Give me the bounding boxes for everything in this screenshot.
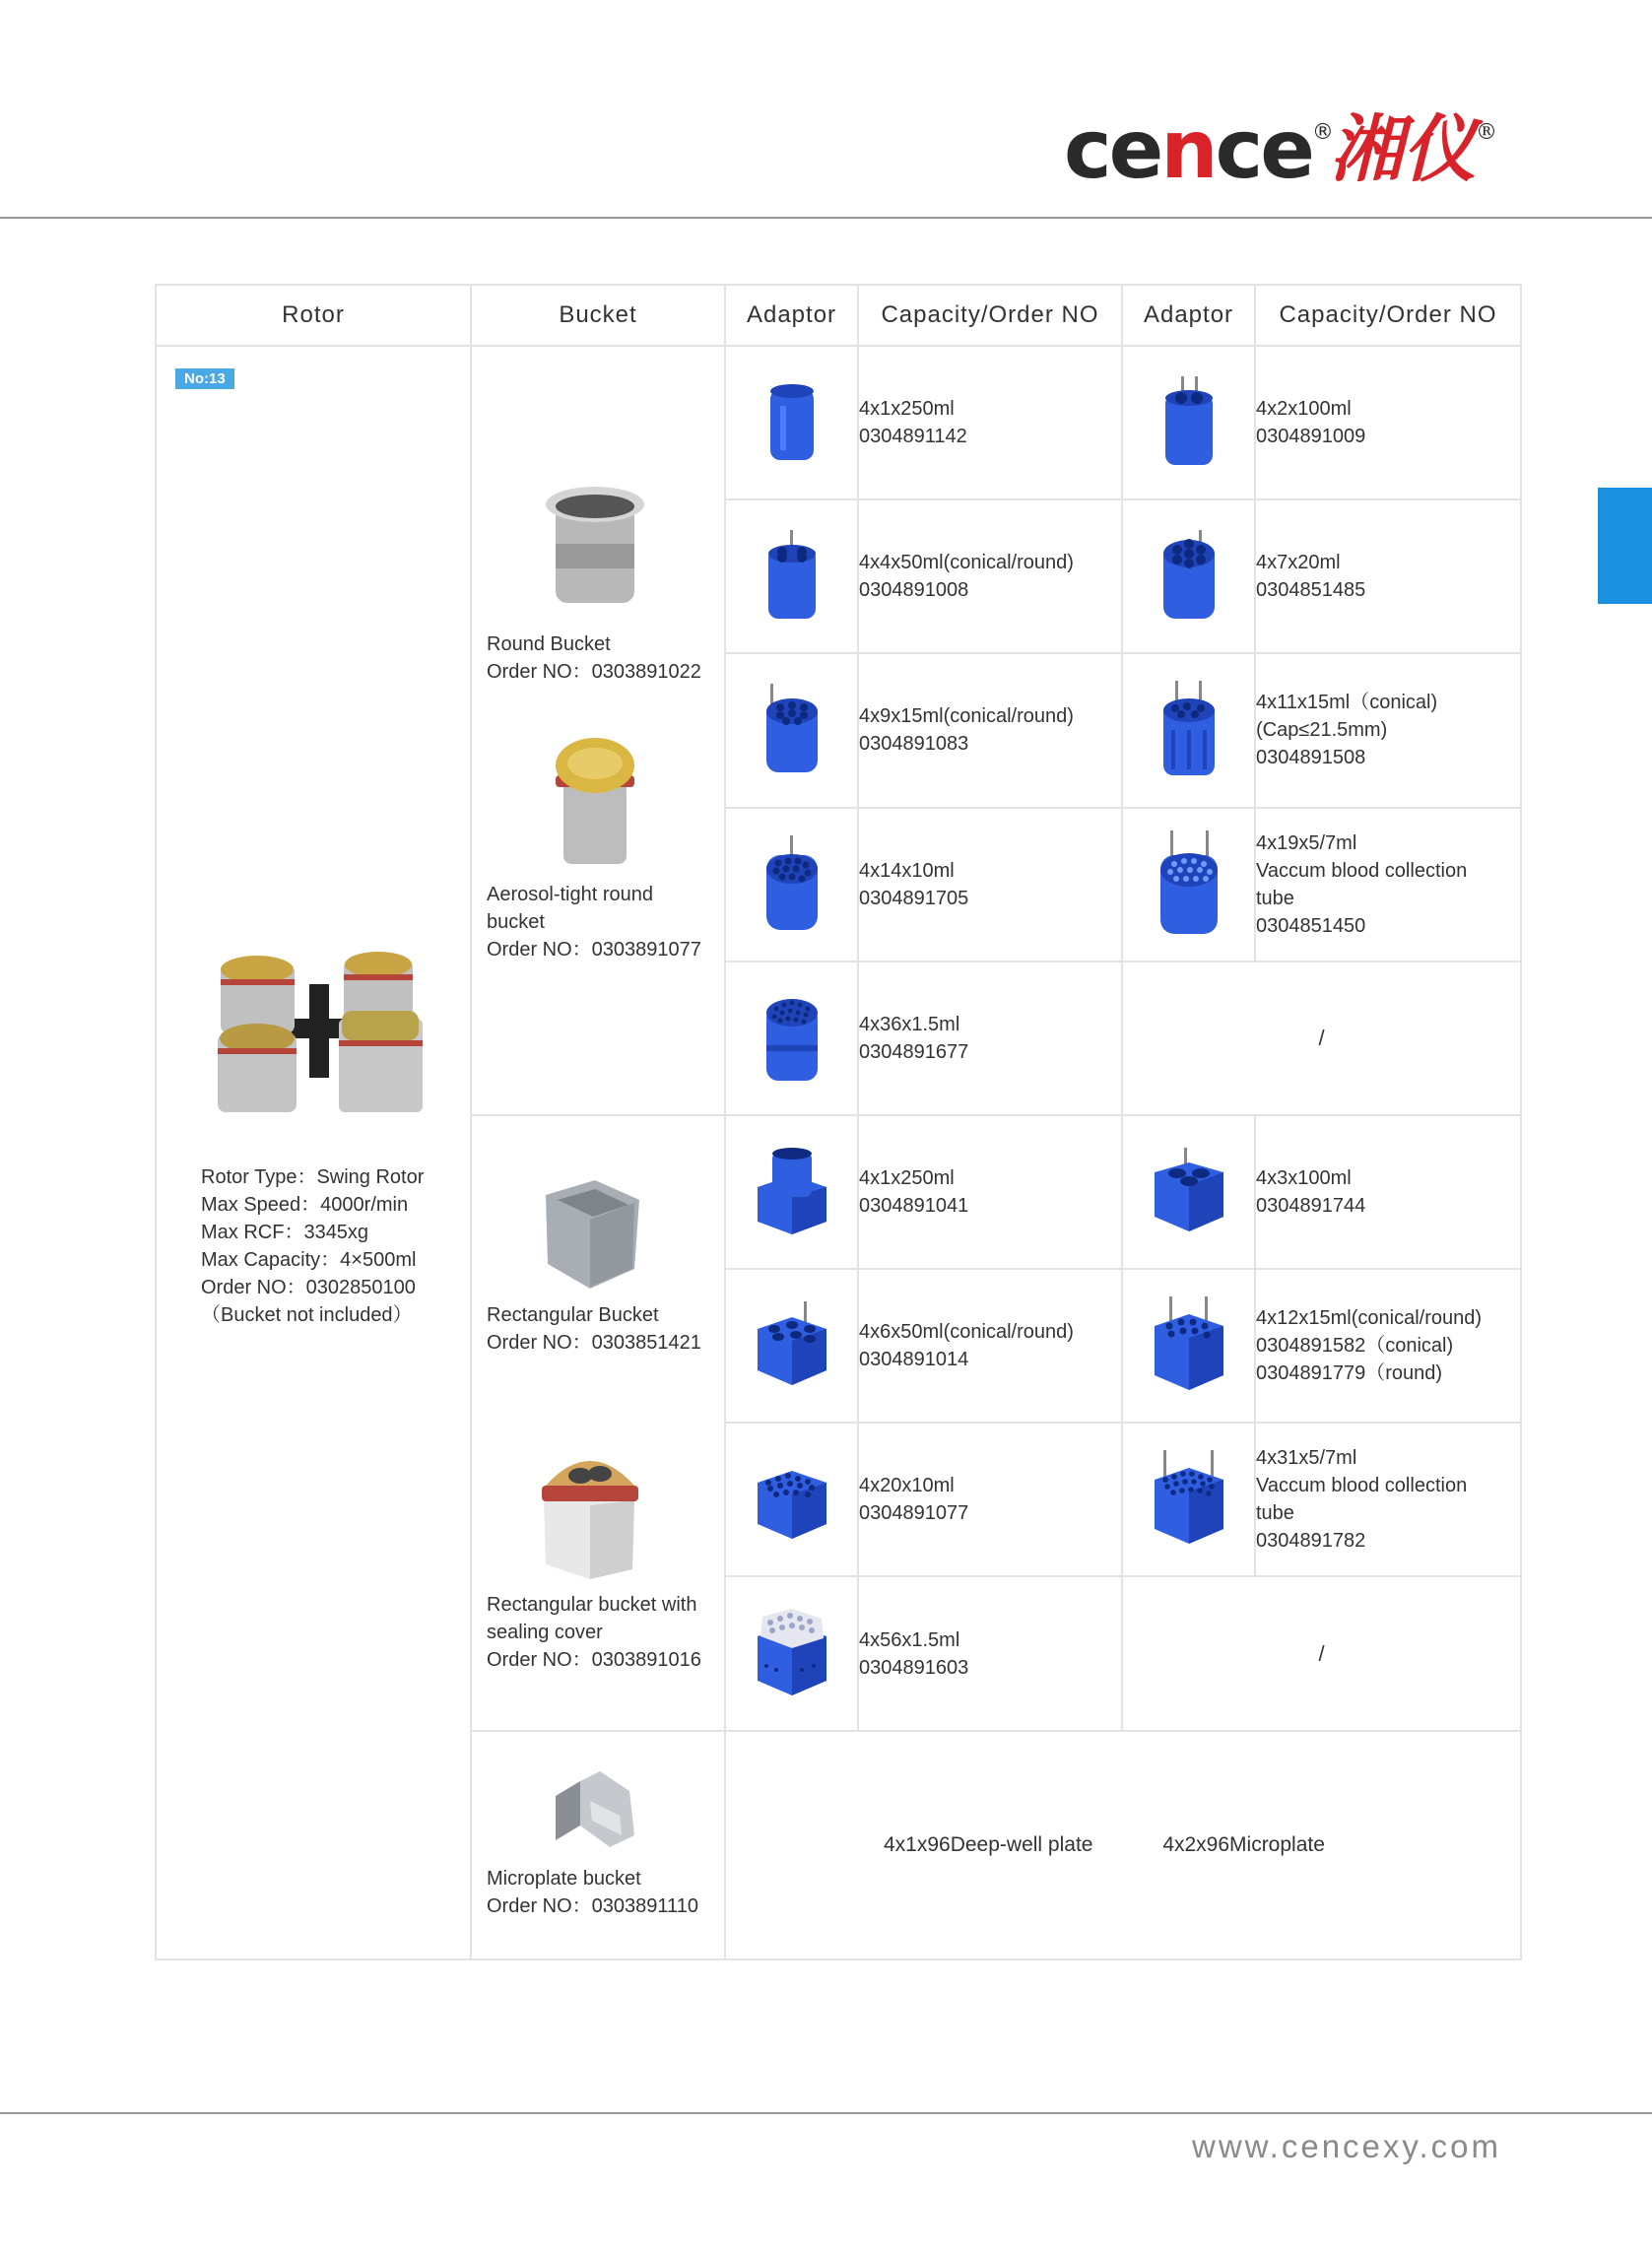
rotor-order-no: Order NO：0302850100 (201, 1277, 416, 1299)
empty-adaptor-cell: / (1122, 962, 1521, 1115)
microplate-capacity: 4x2x96Microplate (1162, 1832, 1325, 1856)
brand-logo-latin: cence® (1064, 103, 1331, 197)
adaptor-14x10-image (760, 835, 824, 934)
adaptor-rect-6x50-image (753, 1301, 831, 1390)
adaptor-rect-56x1.5-image (753, 1607, 831, 1700)
capacity-cell: 4x12x15ml(conical/round) 0304891582（conical) 0304891779（round) (1255, 1269, 1521, 1423)
capacity-cell: 4x36x1.5ml 0304891677 (858, 962, 1122, 1115)
rotor-max-speed: Max Speed：4000r/min (201, 1194, 409, 1217)
adaptor-cell (725, 1576, 858, 1730)
capacity-cell: 4x1x250ml 0304891041 (858, 1115, 1122, 1269)
rotor-max-rcf: Max RCF：3345xg (201, 1222, 369, 1244)
header-adaptor-a: Adaptor (725, 285, 858, 346)
microplate-bucket-image (551, 1766, 639, 1850)
website-url[interactable]: www.cencexy.com (1192, 2128, 1501, 2164)
rotor-cell (156, 346, 471, 1959)
adaptor-rect-3x100-image (1150, 1148, 1228, 1236)
model-badge: No:13 (175, 368, 234, 389)
swing-rotor-image (216, 950, 423, 1117)
adaptor-cell (1122, 499, 1255, 653)
adaptor-cell (725, 346, 858, 499)
rectangular-bucket-label: Rectangular Bucket Order NO：0303851421 (487, 1303, 701, 1354)
brand-logo-chinese: 湘仪® (1330, 107, 1497, 192)
capacity-cell: 4x14x10ml 0304891705 (858, 808, 1122, 962)
adaptor-2x100-image (1159, 376, 1219, 470)
header-divider (0, 217, 1652, 219)
adaptor-cell (725, 1269, 858, 1423)
capacity-cell: 4x56x1.5ml 0304891603 (858, 1576, 1122, 1730)
adaptor-cell (1122, 346, 1255, 499)
aerosol-tight-bucket-label: Aerosol-tight round bucket Order NO：0303891077 (487, 884, 701, 962)
rotor-spec-table (155, 284, 1522, 1960)
adaptor-rect-1x250-image (753, 1148, 831, 1236)
header-capacity-b: Capacity/Order NO (1255, 285, 1521, 346)
capacity-cell: 4x2x100ml 0304891009 (1255, 346, 1521, 499)
capacity-cell: 4x11x15ml（conical) (Cap≤21.5mm) 0304891508 (1255, 653, 1521, 807)
adaptor-cell (725, 1115, 858, 1269)
table-header-row (156, 285, 1521, 346)
capacity-cell: 4x31x5/7ml Vaccum blood collection tube 0304891782 (1255, 1423, 1521, 1576)
rotor-specs (201, 1163, 424, 1329)
capacity-cell: 4x3x100ml 0304891744 (1255, 1115, 1521, 1269)
adaptor-rect-31x5-image (1150, 1450, 1228, 1549)
rotor-note: （Bucket not included） (201, 1304, 413, 1327)
adaptor-cell (1122, 1115, 1255, 1269)
adaptor-cell (725, 653, 858, 807)
rectangular-bucket-image (536, 1175, 649, 1293)
capacity-cell: 4x1x250ml 0304891142 (858, 346, 1122, 499)
adaptor-cell (725, 962, 858, 1115)
adaptor-rect-12x15-image (1150, 1296, 1228, 1395)
capacity-cell: 4x9x15ml(conical/round) 0304891083 (858, 653, 1122, 807)
round-bucket-image (541, 485, 649, 618)
adaptor-36x1.5-image (760, 991, 824, 1085)
adaptor-4x50-image (762, 530, 822, 624)
adaptor-9x15-image (760, 684, 824, 777)
adaptor-11x15-image (1157, 681, 1221, 779)
adaptor-cell (1122, 1269, 1255, 1423)
microplate-capacity-cell (725, 1731, 1521, 1959)
capacity-cell: 4x4x50ml(conical/round) 0304891008 (858, 499, 1122, 653)
sealed-rectangular-bucket-label: Rectangular bucket with sealing cover Order NO：0303891016 (487, 1593, 701, 1671)
adaptor-cell (1122, 653, 1255, 807)
adaptor-cell (725, 499, 858, 653)
capacity-cell: 4x19x5/7ml Vaccum blood collection tube 0304851450 (1255, 808, 1521, 962)
empty-adaptor-cell: / (1122, 1576, 1521, 1730)
capacity-cell: 4x20x10ml 0304891077 (858, 1423, 1122, 1576)
microplate-bucket-cell (471, 1731, 725, 1959)
adaptor-cell (1122, 1423, 1255, 1576)
adaptor-cell (1122, 808, 1255, 962)
footer-divider (0, 2112, 1652, 2114)
adaptor-rect-20x10-image (753, 1455, 831, 1544)
section-tab (1598, 488, 1652, 604)
rotor-type: Rotor Type：Swing Rotor (201, 1166, 425, 1189)
header-capacity-a: Capacity/Order NO (858, 285, 1122, 346)
header-bucket: Bucket (471, 285, 725, 346)
adaptor-19x5-image (1155, 830, 1223, 939)
adaptor-cell (725, 1423, 858, 1576)
capacity-cell: 4x6x50ml(conical/round) 0304891014 (858, 1269, 1122, 1423)
deep-well-plate-capacity: 4x1x96Deep-well plate (884, 1832, 1093, 1856)
adaptor-7x20-image (1157, 530, 1221, 624)
microplate-bucket-label: Microplate bucket Order NO：0303891110 (487, 1867, 698, 1917)
round-bucket-cell (471, 346, 725, 1115)
rectangular-bucket-cell (471, 1115, 725, 1731)
header-rotor: Rotor (156, 285, 471, 346)
adaptor-1x250-image (762, 381, 822, 465)
brand-logo (1064, 103, 1517, 197)
round-bucket-label: Round Bucket Order NO：0303891022 (487, 633, 701, 684)
sealed-rectangular-bucket-image (536, 1446, 644, 1579)
capacity-cell: 4x7x20ml 0304851485 (1255, 499, 1521, 653)
header-adaptor-b: Adaptor (1122, 285, 1255, 346)
aerosol-tight-bucket-image (546, 736, 644, 869)
adaptor-cell (725, 808, 858, 962)
rotor-max-capacity: Max Capacity：4×500ml (201, 1249, 417, 1272)
table-row (156, 346, 1521, 499)
